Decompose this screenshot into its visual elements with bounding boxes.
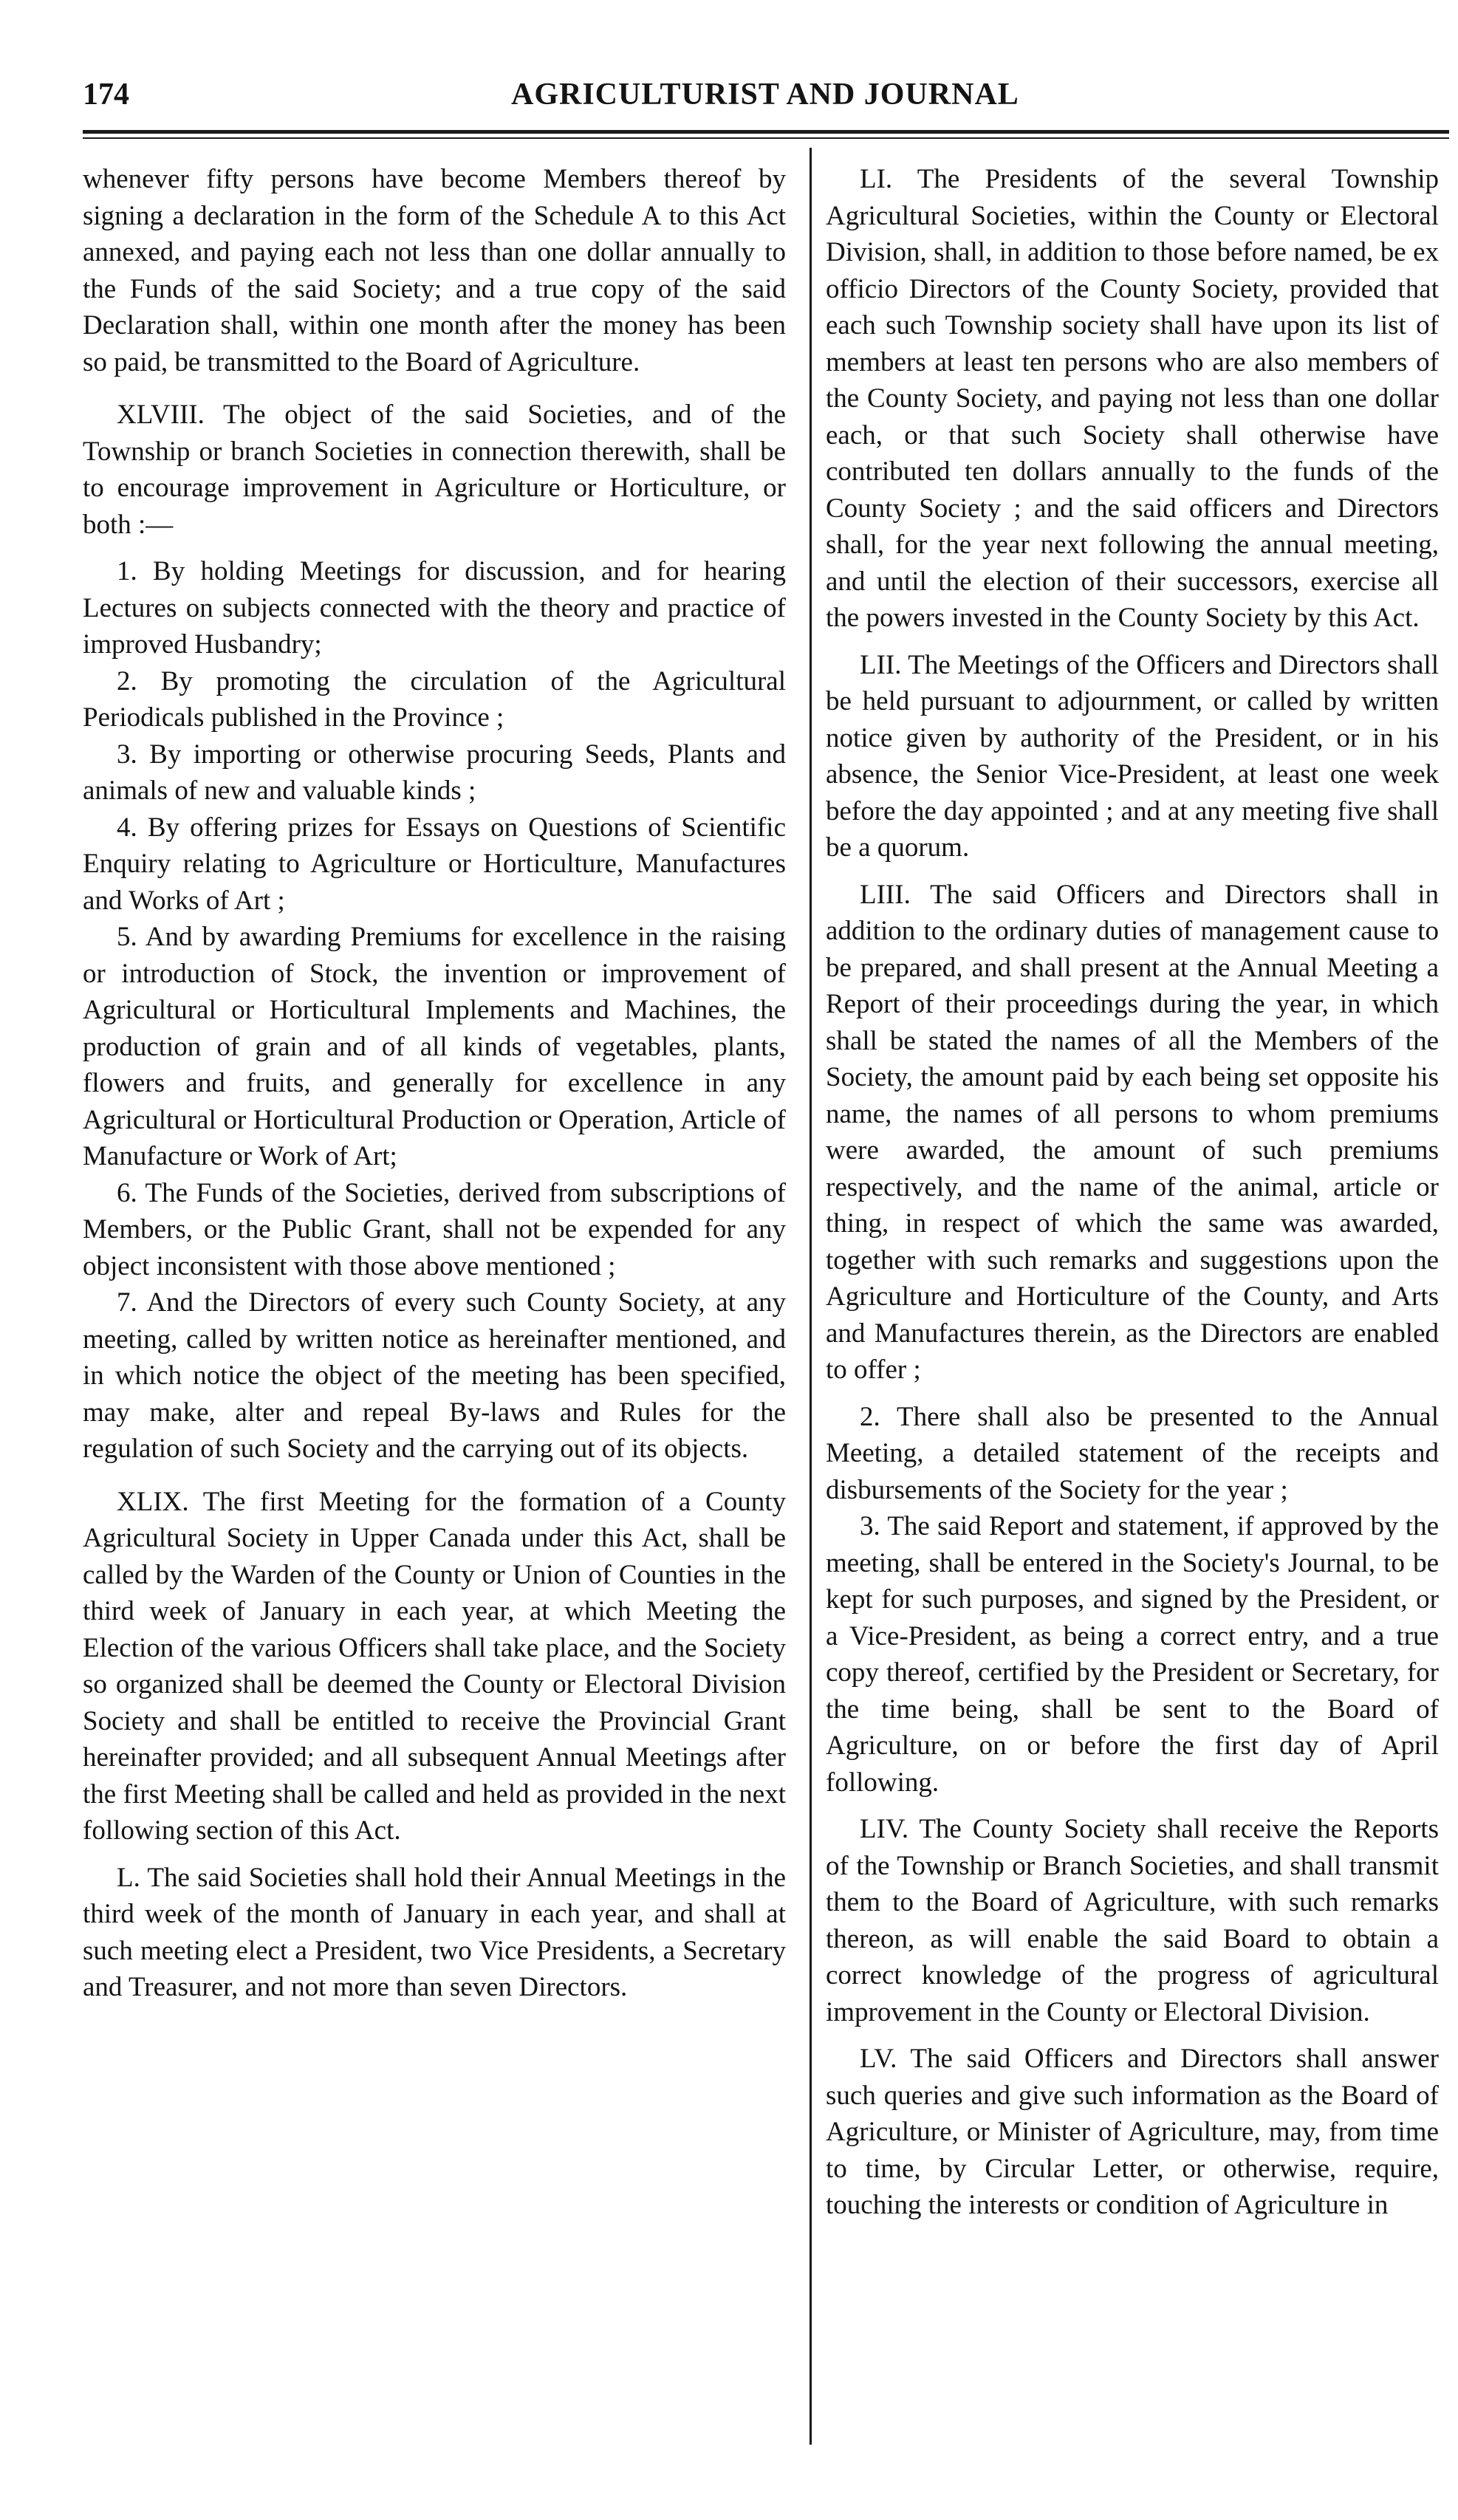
list-item-1: 1. By holding Meetings for discussion, and for hearing Lectures on subjects connected with the theory and practice of improved Husbandry; — [83, 556, 786, 660]
page-header — [83, 71, 1449, 124]
header-rule-thin — [83, 137, 1449, 139]
section-l: L. The said Societies shall hold their Annual Meetings in the third week of the month of January in each year, and shall at such meeting elect a President, two Vice Presidents, a Secretary and Treasurer, and not more than seven Directors. — [83, 1862, 786, 2002]
list-item-3: 3. By importing or otherwise procuring Seeds, Plants and animals of new and valuable kinds ; — [83, 739, 786, 806]
page-number: 174 — [83, 78, 129, 112]
list-item-7: 7. And the Directors of every such County Society, at any meeting, called by written notice as hereinafter mentioned, and in which notice the object of the meeting has been specified, may make, alter and repeal By-laws and Rules for the regulation of such Society and the carrying out of its objects. — [83, 1287, 786, 1464]
left-column — [83, 161, 786, 2016]
right-column — [826, 161, 1439, 2234]
section-xlviii: XLVIII. The object of the said Societies, and of the Township or branch Societies in connection therewith, shall be to encourage improvement in Agriculture or Horticulture, or both :— — [83, 400, 786, 540]
section-lii: LII. The Meetings of the Officers and Directors shall be held pursuant to adjournment, or called by written notice given by authority of the President, or in his absence, the Senior Vice-President, at least one week before the day appointed ; and at any meeting five shall be a quorum. — [826, 649, 1439, 863]
section-li: LI. The Presidents of the several Township Agricultural Societies, within the County or Electoral Division, shall, in addition to those before named, be ex officio Directors of the County Society, provided that each such Township society shall have upon its list of members at least ten persons who are also members of the County Society, and paying not less than one dollar each, or that such Society shall otherwise have contributed ten dollars annually to the funds of the County Society ; and the said officers and Directors shall, for the year next following the annual meeting, and until the election of their successors, exercise all the powers invested in the County Society by this Act. — [826, 164, 1439, 633]
list-item-6: 6. The Funds of the Societies, derived from subscriptions of Members, or the Public Grant, shall not be expended for any object inconsistent with those above mentioned ; — [83, 1177, 786, 1281]
list-item-4: 4. By offering prizes for Essays on Questions of Scientific Enquiry relating to Agriculture or Horticulture, Manufactures and Works of Art ; — [83, 812, 786, 916]
running-title: AGRICULTURIST AND JOURNAL — [511, 78, 1019, 112]
header-rule-thick — [83, 130, 1449, 134]
list-item-5: 5. And by awarding Premiums for excellence in the raising or introduction of Stock, the invention or improvement of Agricultural or Horticultural Implements and Machines, the production of grain and of all kinds of vegetables, plants, flowers and fruits, and generally for excellence in any Agricultural or Horticultural Production or Operation, Article of Manufacture or Work of Art; — [83, 922, 786, 1171]
column-divider — [810, 148, 812, 2445]
list-item-3-right: 3. The said Report and statement, if approved by the meeting, shall be entered in the Society's Journal, to be kept for such purposes, and signed by the President, or a Vice-President, as being a correct entry, and a true copy thereof, certified by the President or Secretary, for the time being, shall be sent to the Board of Agriculture, on or before the first day of April following. — [826, 1511, 1439, 1798]
section-xlix: XLIX. The first Meeting for the formation of a County Agricultural Society in Upper Canada under this Act, shall be called by the Warden of the County or Union of Counties in the third week of January in each year, at which Meeting the Election of the various Officers shall take place, and the Society so organized shall be deemed the County or Electoral Division Society and shall be entitled to receive the Provincial Grant hereinafter provided; and all subsequent Annual Meetings after the first Meeting shall be called and held as provided in the next following section of this Act. — [83, 1486, 786, 1846]
section-lv: LV. The said Officers and Directors shall answer such queries and give such information as the Board of Agriculture, or Minister of Agriculture, may, from time to time, by Circular Letter, or otherwise, require, touching the interests or condition of Agriculture in — [826, 2044, 1439, 2220]
section-liv: LIV. The County Society shall receive the Reports of the Township or Branch Societies, and shall transmit them to the Board of Agriculture, with such remarks thereon, as will enable the said Board to obtain a correct knowledge of the progress of agricultural improvement in the County or Electoral Division. — [826, 1814, 1439, 2027]
list-item-2-right: 2. There shall also be presented to the Annual Meeting, a detailed statement of the receipts and disbursements of the Society for the year ; — [826, 1401, 1439, 1505]
paragraph-continued: whenever fifty persons have become Members thereof by signing a declaration in the form of the Schedule A to this Act annexed, and paying each not less than one dollar annually to the Funds of the said Society; and a true copy of the said Declaration shall, within one month after the money has been so paid, be transmitted to the Board of Agriculture. — [83, 164, 786, 377]
section-liii: LIII. The said Officers and Directors shall in addition to the ordinary duties of management cause to be prepared, and shall present at the Annual Meeting a Report of their proceedings during the year, in which shall be stated the names of all the Members of the Society, the amount paid by each being set opposite his name, the names of all persons to whom premiums were awarded, the amount of such premiums respectively, and the name of the animal, article or thing, in respect of which the same was awarded, together with such remarks and suggestions upon the Agriculture and Horticulture of the County, and Arts and Manufactures therein, as the Directors are enabled to offer ; — [826, 879, 1439, 1385]
list-item-2: 2. By promoting the circulation of the Agricultural Periodicals published in the Province ; — [83, 665, 786, 733]
